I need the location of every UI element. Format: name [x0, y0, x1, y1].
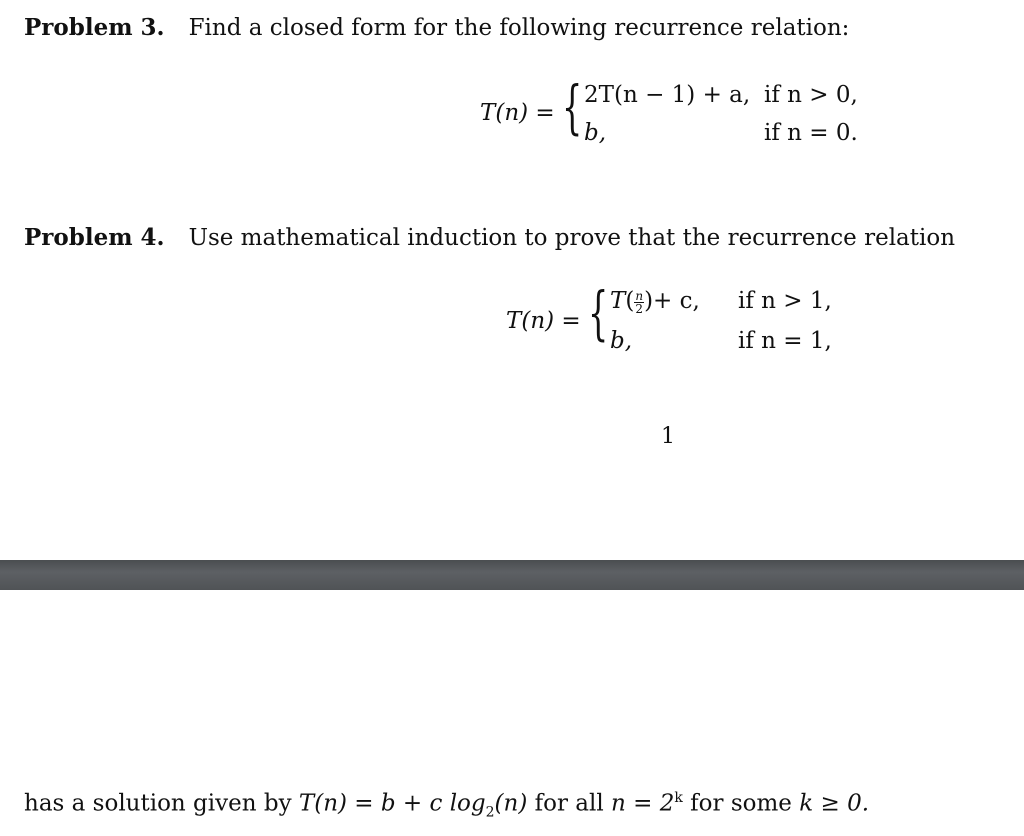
- problem-4-case-2-expr: b,: [610, 328, 633, 354]
- problem-4-case-2-cond: if n = 1,: [738, 328, 832, 354]
- continuation-formula: T(n) = b + c log: [298, 790, 486, 817]
- problem-3-text: Find a closed form for the following recurrence relation:: [188, 15, 850, 41]
- fraction-denominator: 2: [635, 301, 644, 316]
- problem-4-case-1-expr: T( $\frac{n}{2}$ )+ c,: [610, 288, 700, 316]
- fraction: [634, 290, 644, 315]
- problem-3-label: Problem 3.: [24, 14, 165, 41]
- problem-4-case-1-cond: if n > 1,: [738, 288, 832, 314]
- fraction-numerator: n: [635, 288, 644, 303]
- exponent: k: [674, 790, 683, 806]
- problem-3-case-2-cond: if n = 0.: [764, 120, 858, 146]
- left-brace-icon: {: [588, 279, 609, 347]
- continuation-prefix: has a solution given by: [24, 790, 292, 817]
- log-base: 2: [485, 804, 495, 821]
- problem-4-case-1-pre: T: [610, 288, 626, 314]
- page-divider: [0, 560, 1024, 590]
- left-brace-icon: {: [562, 73, 583, 141]
- problem-4-text: Use mathematical induction to prove that the recurrence relation: [188, 225, 956, 251]
- problem-3-case-1-cond: if n > 0,: [764, 82, 858, 108]
- problem-3-case-1-expr: 2T(n − 1) + a,: [584, 82, 751, 108]
- problem-4-lhs: T(n) =: [506, 308, 581, 334]
- continuation-for-all: for all: [534, 790, 604, 817]
- problem-3-case-2-expr: b,: [584, 120, 607, 146]
- problem-4-equation: [506, 279, 866, 358]
- continuation-text: [24, 790, 869, 820]
- problem-4-label: Problem 4.: [24, 224, 165, 251]
- problem-3-statement: [24, 14, 849, 41]
- continuation-for-some: for some: [690, 790, 792, 817]
- continuation-condition: n = 2: [611, 790, 675, 817]
- continuation-final-cond: k ≥ 0.: [799, 790, 870, 817]
- problem-3-equation: [480, 73, 880, 152]
- problem-3-lhs: T(n) =: [480, 100, 555, 126]
- continuation-formula-tail: (n): [494, 790, 528, 817]
- problem-4-statement: [24, 224, 955, 251]
- problem-4-case-1-post: + c,: [653, 288, 700, 314]
- page-number: 1: [661, 424, 675, 449]
